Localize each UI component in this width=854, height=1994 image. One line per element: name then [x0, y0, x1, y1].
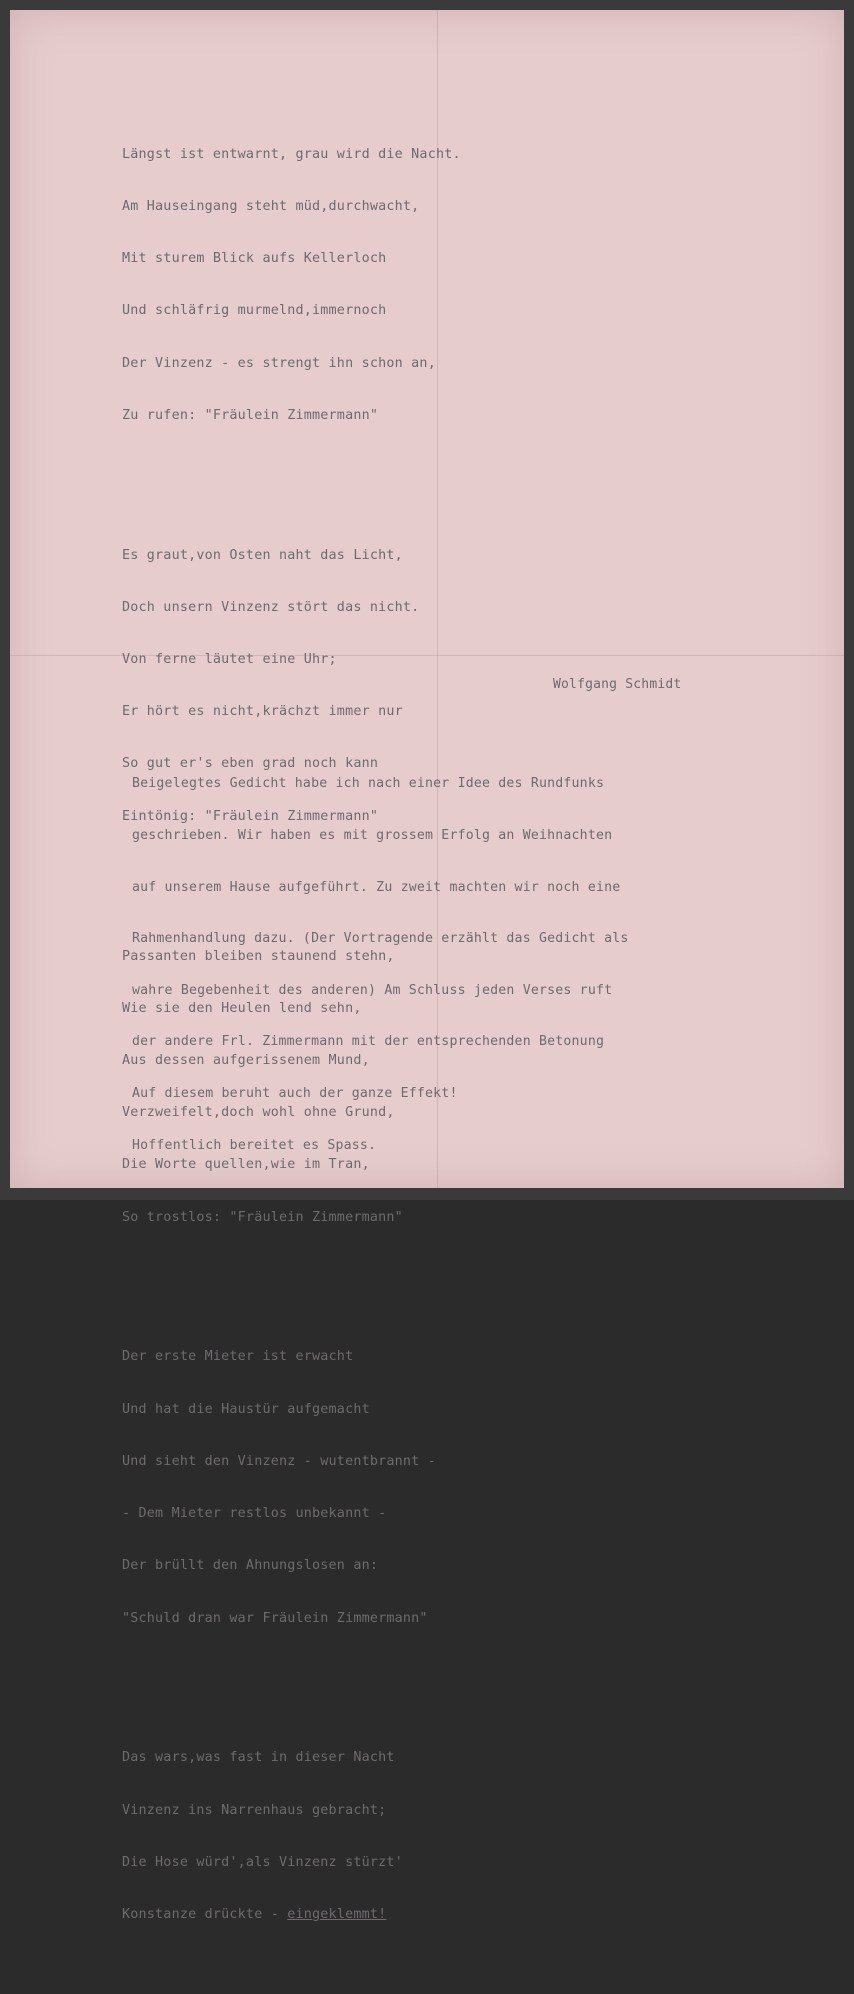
poem-line: Von ferne läutet eine Uhr; — [122, 652, 337, 667]
poem-line-final — [122, 1906, 461, 1923]
poem-line: Doch unsern Vinzenz stört das nicht. — [122, 599, 420, 615]
note-line: Hoffentlich bereitet es Spass. — [132, 1137, 377, 1153]
note-line: Beigelegtes Gedicht habe ich nach einer Idee des Rundfunks — [132, 776, 605, 792]
note-line: wahre Begebenheit des anderen) Am Schluss jeden Verses ruft — [132, 982, 613, 998]
note-line: der andere Frl. Zimmermann mit der entsprechenden Betonung — [132, 1034, 605, 1050]
poem-line: Und schläfrig murmelnd,immernoch — [122, 303, 387, 319]
poem-line: Vinzenz ins Narrenhaus gebracht; — [122, 1802, 387, 1818]
poem-line: Und sieht den Vinzenz - wutentbrannt - — [122, 1453, 436, 1469]
poem-stanza-1 — [122, 111, 461, 459]
poem-line: Wie sie den Heulen lend sehn, — [122, 1000, 362, 1016]
poem-line: - Dem Mieter restlos unbekannt - — [122, 1506, 387, 1522]
poem-stanza-5 — [122, 1715, 461, 1959]
poem-line-final-text: Konstanze drückte - — [122, 1907, 288, 1923]
poem-line: Längst ist entwarnt, grau wird die Nacht. — [122, 146, 461, 162]
poem-line: Passanten bleiben staunend stehn, — [122, 948, 395, 964]
author-signature: Wolfgang Schmidt — [553, 677, 682, 692]
poem-stanza-4 — [122, 1314, 461, 1662]
poem-line: So trostlos: "Fräulein Zimmermann" — [122, 1209, 403, 1225]
poem-line: Aus dessen aufgerissenem Mund, — [122, 1052, 370, 1068]
poem-line: "Schuld dran war Fräulein Zimmermann" — [122, 1610, 428, 1626]
note-line: Rahmenhandlung dazu. (Der Vortragende erzählt das Gedicht als — [132, 931, 629, 947]
note-line: Auf diesem beruht auch der ganze Effekt! — [132, 1086, 458, 1102]
poem-line: Der erste Mieter ist erwacht — [122, 1349, 354, 1365]
poem-line: Mit sturem Blick aufs Kellerloch — [122, 251, 387, 267]
poem-line: Zu rufen: "Fräulein Zimmermann" — [122, 407, 379, 423]
underlined-word: eingeklemmt! — [287, 1907, 387, 1923]
poem-line: Es graut,von Osten naht das Licht, — [122, 547, 403, 563]
poem-line: Die Worte quellen,wie im Tran, — [122, 1157, 370, 1173]
poem-line: Der Vinzenz - es strengt ihn schon an, — [122, 355, 436, 371]
poem-line: Er hört es nicht,krächzt immer nur — [122, 704, 403, 720]
poem-line: Und hat die Haustür aufgemacht — [122, 1401, 370, 1417]
poem-line: Der brüllt den Ahnungslosen an: — [122, 1558, 379, 1574]
note-line: auf unserem Hause aufgeführt. Zu zweit machten wir noch eine — [132, 879, 621, 895]
poem-line: Das wars,was fast in dieser Nacht — [122, 1750, 395, 1766]
poem-line: So gut er's eben grad noch kann — [122, 756, 379, 772]
poem-line: Die Hose würd',als Vinzenz stürzt' — [122, 1854, 403, 1870]
poem-line: Eintönig: "Fräulein Zimmermann" — [122, 808, 379, 824]
accompanying-note — [132, 741, 629, 1171]
poem-line: Verzweifelt,doch wohl ohne Grund, — [122, 1105, 395, 1121]
poem-line: Am Hauseingang steht müd,durchwacht, — [122, 198, 420, 214]
note-line: geschrieben. Wir haben es mit grossem Erfolg an Weihnachten — [132, 828, 613, 844]
